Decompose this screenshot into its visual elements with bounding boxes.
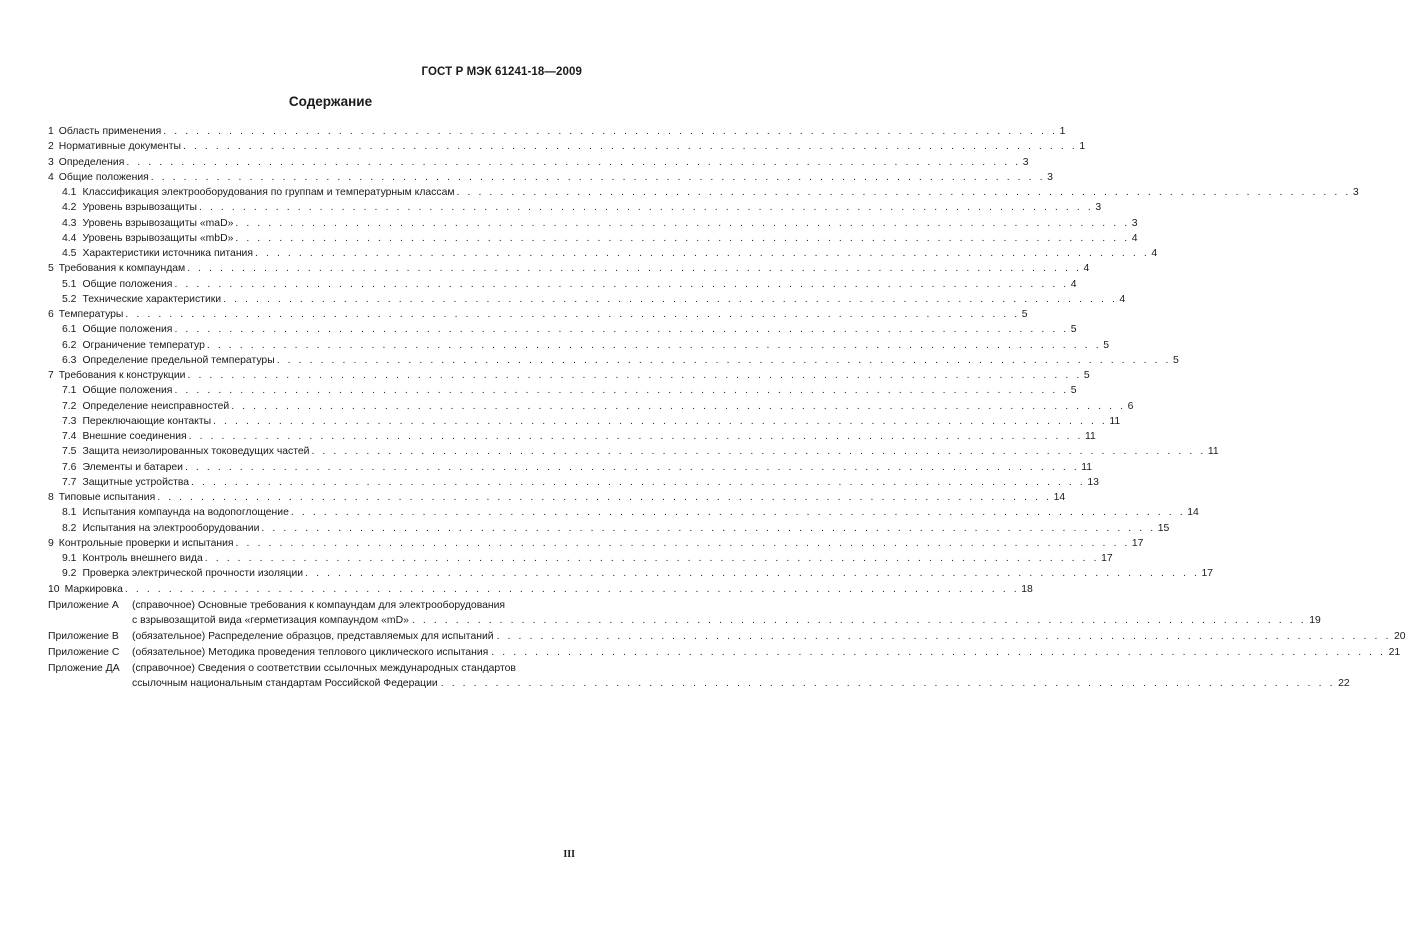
toc-entry-page: 1: [1079, 141, 1086, 153]
toc-entry-page: 11: [1109, 415, 1121, 427]
toc-entry-page: 4: [1083, 263, 1090, 275]
toc-entry-number: 7.4: [62, 431, 77, 442]
toc-entry: [48, 200, 1102, 215]
toc-entry: [48, 307, 1028, 322]
toc-entry-number: 7.7: [62, 476, 77, 488]
toc-entry-title: Маркировка: [64, 583, 123, 595]
toc-dot-leader: . . . . . . . . . . . . . . . . . . . . . . . . . . . . . . . . . . . . . . . . . . . . . . . . . . . . . . . . . . . . . . . . . . . . . . . . . . . . . . . . . .: [411, 614, 1307, 626]
appendix-label: Приложение А: [48, 599, 119, 611]
appendix-title-line: (справочное) Сведения о соответствии ссылочных международных стандартов: [132, 662, 516, 674]
toc-entry-number: 7.1: [62, 385, 77, 397]
toc-entry-title: Контроль внешнего вида: [82, 553, 203, 564]
toc-entry: [48, 139, 1086, 154]
toc-entry-number: 5: [48, 263, 54, 275]
toc-entry: [48, 216, 1138, 231]
toc-entry-title: Общие положения: [58, 171, 149, 183]
toc-entry-title: Переключающие контакты: [82, 415, 212, 427]
appendix-page: 19: [1309, 614, 1321, 626]
appendix-label: Прложение ДА: [48, 662, 120, 674]
toc-appendix-entry: [48, 661, 1350, 691]
appendix-title-line: (обязательное) Методика проведения теплового циклического испытания: [132, 646, 489, 658]
toc-dot-leader: . . . . . . . . . . . . . . . . . . . . . . . . . . . . . . . . . . . . . . . . . . . . . . . . . . . . . . . . . . . . . . . . . . . . . . . . . . . . . . . . . .: [150, 171, 1046, 183]
toc-dot-leader: . . . . . . . . . . . . . . . . . . . . . . . . . . . . . . . . . . . . . . . . . . . . . . . . . . . . . . . . . . . . . . . . . . . . . . . . . . . . . . . . . .: [235, 232, 1130, 244]
toc-entry-title: Ограничение температур: [82, 339, 205, 351]
toc-entry-page: 5: [1103, 339, 1109, 351]
toc-dot-leader: . . . . . . . . . . . . . . . . . . . . . . . . . . . . . . . . . . . . . . . . . . . . . . . . . . . . . . . . . . . . . . . . . . . . . . . . . . . . . . . . . .: [187, 263, 1082, 275]
toc-dot-leader: . . . . . . . . . . . . . . . . . . . . . . . . . . . . . . . . . . . . . . . . . . . . . . . . . . . . . . . . . . . . . . . . . . . . . . . . . . . . . . . . . .: [290, 507, 1186, 519]
toc-entry-title: Внешние соединения: [82, 431, 187, 442]
toc-dot-leader: . . . . . . . . . . . . . . . . . . . . . . . . . . . . . . . . . . . . . . . . . . . . . . . . . . . . . . . . . . . . . . . . . . . . . . . . . . . . . . . . . .: [174, 385, 1069, 397]
toc-entry-title: Уровень взрывозащиты: [82, 202, 197, 214]
toc-entry-number: 7.5: [62, 446, 77, 458]
toc-appendix-entry: [48, 645, 1401, 660]
toc-entry-page: 11: [1081, 461, 1093, 473]
toc-entry-number: 5.1: [62, 278, 77, 290]
appendix-page: 20: [1393, 630, 1406, 642]
toc-entry-number: 6.3: [62, 354, 77, 366]
toc-entry-page: 3: [1352, 187, 1359, 198]
toc-entry-number: 9.1: [62, 553, 77, 564]
toc-entry: [48, 399, 1134, 414]
toc-entry: [48, 521, 1170, 536]
toc-entry-page: 5: [1070, 385, 1077, 397]
appendix-title-line: с взрывозащитой вида «герметизация компаундом «mD»: [132, 614, 409, 626]
toc-entry: [48, 322, 1077, 337]
toc-appendix-entry: [48, 598, 1321, 628]
toc-entry-number: 4.2: [62, 202, 77, 214]
toc-entry: [48, 460, 1093, 475]
page-number: III: [563, 849, 575, 860]
toc-dot-leader: . . . . . . . . . . . . . . . . . . . . . . . . . . . . . . . . . . . . . . . . . . . . . . . . . . . . . . . . . . . . . . . . . . . . . . . . . . . . . . . . . .: [305, 568, 1200, 580]
toc-dot-leader: . . . . . . . . . . . . . . . . . . . . . . . . . . . . . . . . . . . . . . . . . . . . . . . . . . . . . . . . . . . . . . . . . . . . . . . . . . . . . . . . . .: [223, 293, 1118, 305]
appendix-label: Приложение С: [48, 646, 120, 658]
toc-entry-title: Определения: [58, 156, 125, 168]
document-standard-header: ГОСТ Р МЭК 61241-18—2009: [421, 66, 582, 78]
toc-entry-page: 5: [1021, 309, 1028, 320]
toc-entry-title: Общие положения: [82, 324, 173, 336]
toc-entry-title: Область применения: [58, 126, 162, 137]
toc-entry: [48, 124, 1066, 139]
appendix-title-line: (справочное) Основные требования к компаундам для электрооборудования: [132, 599, 506, 611]
toc-dot-leader: . . . . . . . . . . . . . . . . . . . . . . . . . . . . . . . . . . . . . . . . . . . . . . . . . . . . . . . . . . . . . . . . . . . . . . . . . . . . . . . . . .: [456, 187, 1351, 198]
toc-entry: [48, 582, 1033, 597]
toc-dot-leader: . . . . . . . . . . . . . . . . . . . . . . . . . . . . . . . . . . . . . . . . . . . . . . . . . . . . . . . . . . . . . . . . . . . . . . . . . . . . . . . . . .: [191, 476, 1086, 488]
toc-entry: [48, 429, 1096, 444]
toc-entry: [48, 444, 1219, 459]
toc-dot-leader: . . . . . . . . . . . . . . . . . . . . . . . . . . . . . . . . . . . . . . . . . . . . . . . . . . . . . . . . . . . . . . . . . . . . . . . . . . . . . . . . . .: [124, 583, 1020, 595]
toc-entry-page: 17: [1201, 568, 1214, 580]
toc-entry-title: Требования к компаундам: [58, 263, 186, 275]
toc-entry: [48, 551, 1113, 566]
toc-entry-number: 1: [48, 126, 54, 137]
toc-dot-leader: . . . . . . . . . . . . . . . . . . . . . . . . . . . . . . . . . . . . . . . . . . . . . . . . . . . . . . . . . . . . . . . . . . . . . . . . . . . . . . . . . .: [174, 278, 1069, 290]
toc-entry-title: Технические характеристики: [82, 293, 222, 305]
toc-entry: [48, 368, 1090, 383]
toc-entry-page: 14: [1053, 492, 1066, 503]
toc-dot-leader: . . . . . . . . . . . . . . . . . . . . . . . . . . . . . . . . . . . . . . . . . . . . . . . . . . . . . . . . . . . . . . . . . . . . . . . . . . . . . . . . . .: [163, 126, 1058, 137]
toc-entry-page: 17: [1131, 537, 1144, 549]
toc-dot-leader: . . . . . . . . . . . . . . . . . . . . . . . . . . . . . . . . . . . . . . . . . . . . . . . . . . . . . . . . . . . . . . . . . . . . . . . . . . . . . . . . . .: [204, 553, 1100, 564]
toc-entry-title: Уровень взрывозащиты «maD»: [82, 217, 234, 229]
toc-dot-leader: . . . . . . . . . . . . . . . . . . . . . . . . . . . . . . . . . . . . . . . . . . . . . . . . . . . . . . . . . . . . . . . . . . . . . . . . . . . . . . . . . .: [235, 217, 1130, 229]
appendix-page: 22: [1338, 677, 1350, 689]
toc-entry-title: Испытания компаунда на водопоглощение: [82, 507, 289, 519]
toc-entry: [48, 536, 1144, 551]
toc-entry-number: 8.2: [62, 522, 77, 534]
toc-entry-number: 9: [48, 537, 54, 549]
toc-entry-title: Проверка электрической прочности изоляции: [82, 568, 304, 580]
toc-entry: [48, 414, 1121, 429]
toc-entry-number: 6.2: [62, 339, 77, 351]
toc-entry: [48, 383, 1077, 398]
toc-dot-leader: . . . . . . . . . . . . . . . . . . . . . . . . . . . . . . . . . . . . . . . . . . . . . . . . . . . . . . . . . . . . . . . . . . . . . . . . . . . . . . . . . .: [213, 415, 1108, 427]
toc-entry-number: 7.6: [62, 461, 77, 473]
toc-dot-leader: . . . . . . . . . . . . . . . . . . . . . . . . . . . . . . . . . . . . . . . . . . . . . . . . . . . . . . . . . . . . . . . . . . . . . . . . . . . . . . . . . .: [491, 646, 1386, 658]
toc-entry-number: 5.2: [62, 293, 77, 305]
appendix-title-line: (обязательное) Распределение образцов, представляемых для испытаний: [132, 630, 494, 642]
toc-dot-leader: . . . . . . . . . . . . . . . . . . . . . . . . . . . . . . . . . . . . . . . . . . . . . . . . . . . . . . . . . . . . . . . . . . . . . . . . . . . . . . . . . .: [231, 400, 1126, 412]
toc-entry-page: 18: [1021, 583, 1033, 595]
appendix-title-line: ссылочным национальным стандартам Российской Федерации: [132, 677, 438, 689]
toc-entry-number: 4.5: [62, 248, 77, 259]
toc-entry: [48, 170, 1053, 185]
toc-entry: [48, 277, 1077, 292]
toc-entry-title: Элементы и батареи: [82, 461, 183, 473]
toc-entry: [48, 490, 1066, 505]
toc-entry-page: 5: [1070, 324, 1077, 336]
toc-entry-title: Нормативные документы: [58, 141, 181, 153]
toc-entry-number: 8.1: [62, 507, 77, 519]
toc-entry-title: Определение предельной температуры: [82, 354, 275, 366]
toc-dot-leader: . . . . . . . . . . . . . . . . . . . . . . . . . . . . . . . . . . . . . . . . . . . . . . . . . . . . . . . . . . . . . . . . . . . . . . . . . . . . . . . . . .: [235, 537, 1130, 549]
toc-dot-leader: . . . . . . . . . . . . . . . . . . . . . . . . . . . . . . . . . . . . . . . . . . . . . . . . . . . . . . . . . . . . . . . . . . . . . . . . . . . . . . . . . .: [198, 202, 1094, 214]
toc-entry-title: Температуры: [58, 309, 124, 320]
toc-entry-title: Контрольные проверки и испытания: [58, 537, 234, 549]
toc-entry-page: 5: [1173, 354, 1179, 366]
toc-entry-number: 3: [48, 156, 54, 168]
toc-entry-number: 6: [48, 309, 54, 320]
toc-entry-page: 11: [1085, 431, 1096, 442]
page-title: Содержание: [288, 94, 373, 109]
toc-entry: [48, 338, 1109, 353]
toc-entry-title: Испытания на электрооборудовании: [82, 522, 260, 534]
toc-entry-page: 4: [1151, 248, 1158, 259]
toc-entry-page: 6: [1127, 400, 1134, 412]
toc-entry-number: 8: [48, 492, 54, 503]
toc-entry-page: 4: [1131, 232, 1138, 244]
toc-dot-leader: . . . . . . . . . . . . . . . . . . . . . . . . . . . . . . . . . . . . . . . . . . . . . . . . . . . . . . . . . . . . . . . . . . . . . . . . . . . . . . . . . .: [126, 156, 1021, 168]
toc-entry: [48, 353, 1179, 368]
toc-entry-title: Требования к конструкции: [58, 370, 186, 381]
toc-dot-leader: . . . . . . . . . . . . . . . . . . . . . . . . . . . . . . . . . . . . . . . . . . . . . . . . . . . . . . . . . . . . . . . . . . . . . . . . . . . . . . . . . .: [276, 354, 1172, 366]
appendix-page: 21: [1388, 646, 1401, 658]
toc-entry-number: 4.1: [62, 187, 77, 198]
toc-dot-leader: . . . . . . . . . . . . . . . . . . . . . . . . . . . . . . . . . . . . . . . . . . . . . . . . . . . . . . . . . . . . . . . . . . . . . . . . . . . . . . . . . .: [496, 630, 1391, 642]
toc-dot-leader: . . . . . . . . . . . . . . . . . . . . . . . . . . . . . . . . . . . . . . . . . . . . . . . . . . . . . . . . . . . . . . . . . . . . . . . . . . . . . . . . . .: [440, 677, 1336, 689]
toc-entry: [48, 261, 1090, 276]
toc-entry-page: 3: [1047, 171, 1053, 183]
toc-entry: [48, 475, 1099, 490]
toc-dot-leader: . . . . . . . . . . . . . . . . . . . . . . . . . . . . . . . . . . . . . . . . . . . . . . . . . . . . . . . . . . . . . . . . . . . . . . . . . . . . . . . . . .: [206, 339, 1102, 351]
toc-entry-page: 5: [1083, 370, 1090, 381]
toc-entry-number: 9.2: [62, 568, 77, 580]
toc-entry-title: Уровень взрывозащиты «mbD»: [82, 232, 234, 244]
toc-entry-page: 15: [1157, 522, 1170, 534]
toc-dot-leader: . . . . . . . . . . . . . . . . . . . . . . . . . . . . . . . . . . . . . . . . . . . . . . . . . . . . . . . . . . . . . . . . . . . . . . . . . . . . . . . . . .: [174, 324, 1069, 336]
toc-appendix-entry: [48, 629, 1406, 644]
toc-dot-leader: . . . . . . . . . . . . . . . . . . . . . . . . . . . . . . . . . . . . . . . . . . . . . . . . . . . . . . . . . . . . . . . . . . . . . . . . . . . . . . . . . .: [311, 446, 1206, 458]
toc-entry-page: 14: [1187, 507, 1199, 519]
toc-entry-page: 11: [1207, 446, 1219, 458]
toc-entry-number: 4.3: [62, 217, 77, 229]
toc-dot-leader: . . . . . . . . . . . . . . . . . . . . . . . . . . . . . . . . . . . . . . . . . . . . . . . . . . . . . . . . . . . . . . . . . . . . . . . . . . . . . . . . . .: [188, 431, 1083, 442]
toc-entry-title: Общие положения: [82, 385, 173, 397]
toc-entry: [48, 246, 1158, 261]
toc-entry-number: 2: [48, 141, 54, 153]
toc-dot-leader: . . . . . . . . . . . . . . . . . . . . . . . . . . . . . . . . . . . . . . . . . . . . . . . . . . . . . . . . . . . . . . . . . . . . . . . . . . . . . . . . . .: [261, 522, 1156, 534]
toc-entry-number: 7: [48, 370, 54, 381]
toc-entry: [48, 292, 1126, 307]
toc-entry-page: 1: [1059, 126, 1066, 137]
toc-entry-title: Типовые испытания: [58, 492, 156, 503]
toc-entry-page: 3: [1022, 156, 1029, 168]
toc-entry-title: Характеристики источника питания: [82, 248, 253, 259]
toc-entry: [48, 566, 1214, 581]
toc-entry-title: Определение неисправностей: [82, 400, 230, 412]
toc-entry-page: 4: [1070, 278, 1077, 290]
appendix-label: Приложение В: [48, 630, 119, 642]
toc-entry-page: 3: [1131, 217, 1138, 229]
toc-entry-title: Защитные устройства: [82, 476, 190, 488]
toc-dot-leader: . . . . . . . . . . . . . . . . . . . . . . . . . . . . . . . . . . . . . . . . . . . . . . . . . . . . . . . . . . . . . . . . . . . . . . . . . . . . . . . . . .: [255, 248, 1150, 259]
toc-dot-leader: . . . . . . . . . . . . . . . . . . . . . . . . . . . . . . . . . . . . . . . . . . . . . . . . . . . . . . . . . . . . . . . . . . . . . . . . . . . . . . . . . .: [157, 492, 1052, 503]
toc-entry-number: 7.3: [62, 415, 77, 427]
toc-entry: [48, 155, 1029, 170]
toc-entry-number: 10: [48, 583, 60, 595]
toc-dot-leader: . . . . . . . . . . . . . . . . . . . . . . . . . . . . . . . . . . . . . . . . . . . . . . . . . . . . . . . . . . . . . . . . . . . . . . . . . . . . . . . . . .: [125, 309, 1020, 320]
toc-entry-number: 4: [48, 171, 54, 183]
toc-dot-leader: . . . . . . . . . . . . . . . . . . . . . . . . . . . . . . . . . . . . . . . . . . . . . . . . . . . . . . . . . . . . . . . . . . . . . . . . . . . . . . . . . .: [182, 141, 1078, 153]
toc-entry: [48, 185, 1359, 200]
toc-dot-leader: . . . . . . . . . . . . . . . . . . . . . . . . . . . . . . . . . . . . . . . . . . . . . . . . . . . . . . . . . . . . . . . . . . . . . . . . . . . . . . . . . .: [184, 461, 1080, 473]
toc-entry-title: Общие положения: [82, 278, 173, 290]
toc-entry-page: 4: [1119, 293, 1126, 305]
toc-entry: [48, 231, 1138, 246]
toc-entry-number: 7.2: [62, 400, 77, 412]
toc-dot-leader: . . . . . . . . . . . . . . . . . . . . . . . . . . . . . . . . . . . . . . . . . . . . . . . . . . . . . . . . . . . . . . . . . . . . . . . . . . . . . . . . . .: [187, 370, 1082, 381]
toc-entry-number: 6.1: [62, 324, 77, 336]
table-of-contents: [48, 124, 1406, 691]
toc-entry-page: 17: [1101, 553, 1113, 564]
toc-entry-title: Защита неизолированных токоведущих частей: [82, 446, 310, 458]
toc-entry: [48, 505, 1199, 520]
toc-entry-number: 4.4: [62, 232, 77, 244]
toc-entry-page: 13: [1087, 476, 1099, 488]
toc-entry-title: Классификация электрооборудования по группам и температурным классам: [82, 187, 455, 198]
toc-entry-page: 3: [1095, 202, 1102, 214]
